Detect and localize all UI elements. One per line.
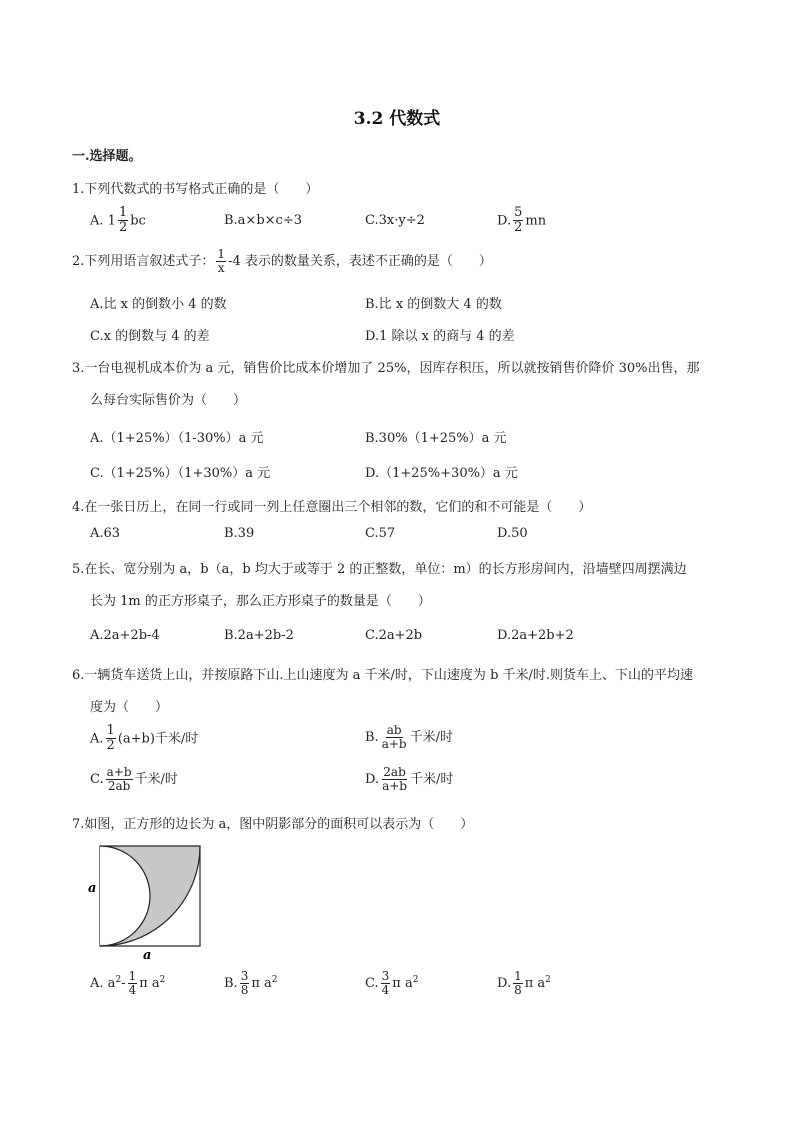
fraction: $\frac{ab}{a+b}$	[381, 723, 407, 752]
question-2-option-d[interactable]: D.1 除以 x 的商与 4 的差	[365, 329, 515, 344]
question-7-option-b[interactable]: B. $\frac{3}{8}$ π $a^2$	[224, 969, 278, 998]
question-6-option-b[interactable]: B. $\frac{ab}{a+b}$ 千米/时	[365, 723, 453, 752]
fraction: $\frac{3}{8}$	[240, 969, 249, 998]
question-7-stem: 7.如图，正方形的边长为 a，图中阴影部分的面积可以表示为（ ）	[72, 817, 474, 832]
question-1-option-c[interactable]: C.3x·y÷2	[365, 213, 425, 228]
question-5-stem-line2: 长为 1m 的正方形桌子，那么正方形桌子的数量是（ ）	[90, 594, 431, 609]
question-4-option-d[interactable]: D.50	[497, 526, 528, 541]
question-4-option-a[interactable]: A.63	[90, 526, 121, 541]
question-2-option-a[interactable]: A.比 x 的倒数小 4 的数	[90, 297, 227, 312]
question-1-stem: 1.下列代数式的书写格式正确的是（ ）	[72, 182, 319, 197]
question-7-option-c[interactable]: C. $\frac{3}{4}$ π $a^2$	[365, 969, 419, 998]
question-6-option-d[interactable]: D. $\frac{2ab}{a+b}$ 千米/时	[365, 765, 454, 794]
question-3-option-a[interactable]: A.（1+25%）（1-30%）a 元	[90, 431, 264, 446]
fraction: $\frac{1}{2}$	[118, 205, 128, 236]
question-5-option-a[interactable]: A.2a+2b-4	[90, 628, 160, 643]
side-length-label-bottom: a	[143, 948, 152, 961]
question-5-option-d[interactable]: D.2a+2b+2	[497, 628, 574, 643]
question-6-stem-line2: 度为（ ）	[90, 700, 169, 715]
question-5-option-c[interactable]: C.2a+2b	[365, 628, 423, 643]
question-3-stem-line1: 3.一台电视机成本价为 a 元，销售价比成本价增加了 25%，因库存积压，所以就按销售价降价 30%出售，那	[72, 361, 700, 376]
question-7-option-d[interactable]: D. $\frac{1}{8}$ π $a^2$	[497, 969, 551, 998]
question-3-stem-line2: 么每台实际售价为（ ）	[90, 393, 247, 408]
question-6-stem-line1: 6.一辆货车送货上山，并按原路下山.上山速度为 a 千米/时，下山速度为 b 千米/时.则货车上、下山的平均速	[72, 668, 694, 683]
square-semicircle-figure	[84, 836, 204, 961]
page-title: 3.2 代数式	[353, 109, 441, 129]
section-heading: 一.选择题。	[72, 149, 142, 164]
question-3-option-d[interactable]: D.（1+25%+30%）a 元	[365, 466, 518, 481]
question-1-option-d[interactable]: D. $\frac{5}{2}$ mn	[497, 205, 547, 236]
question-6-option-a[interactable]: A. $\frac{1}{2}$ (a+b)千米/时	[90, 723, 199, 754]
question-5-option-b[interactable]: B.2a+2b-2	[224, 628, 294, 643]
fraction: $\frac{1}{8}$	[514, 969, 522, 998]
question-6-option-c[interactable]: C. $\frac{a+b}{2ab}$ 千米/时	[90, 765, 178, 794]
question-1-option-a[interactable]: A. 1 $\frac{1}{2}$ bc	[90, 205, 146, 236]
question-5-stem-line1: 5.在长、宽分别为 a，b（a，b 均大于或等于 2 的正整数，单位：m）的长方形房间内，沿墙壁四周摆满边	[72, 562, 687, 577]
fraction: $\frac{2ab}{a+b}$	[382, 765, 407, 794]
question-3-option-c[interactable]: C.（1+25%）（1+30%）a 元	[90, 466, 271, 481]
question-2-option-c[interactable]: C.x 的倒数与 4 的差	[90, 329, 210, 344]
question-2-stem: 2.下列用语言叙述式子： $\frac{1}{x}$ -4 表示的数量关系，表述不正确的是（ ）	[72, 247, 492, 276]
question-7-option-a[interactable]: A. $a^2-$ $\frac{1}{4}$ π $a^2$	[90, 969, 166, 998]
fraction: $\frac{1}{4}$	[128, 969, 137, 998]
question-3-option-b[interactable]: B.30%（1+25%）a 元	[365, 431, 507, 446]
question-4-option-c[interactable]: C.57	[365, 526, 396, 541]
question-2-option-b[interactable]: B.比 x 的倒数大 4 的数	[365, 297, 502, 312]
question-1-option-b[interactable]: B.a×b×c÷3	[224, 213, 302, 228]
side-length-label-left: a	[88, 881, 97, 896]
question-4-option-b[interactable]: B.39	[224, 526, 255, 541]
fraction: $\frac{1}{x}$	[217, 247, 226, 276]
fraction: $\frac{5}{2}$	[514, 205, 523, 236]
question-4-stem: 4.在一张日历上，在同一行或同一列上任意圈出三个相邻的数，它们的和不可能是（ ）	[72, 500, 592, 515]
fraction: $\frac{3}{4}$	[381, 969, 390, 998]
fraction: $\frac{a+b}{2ab}$	[106, 765, 132, 794]
fraction: $\frac{1}{2}$	[106, 723, 115, 754]
